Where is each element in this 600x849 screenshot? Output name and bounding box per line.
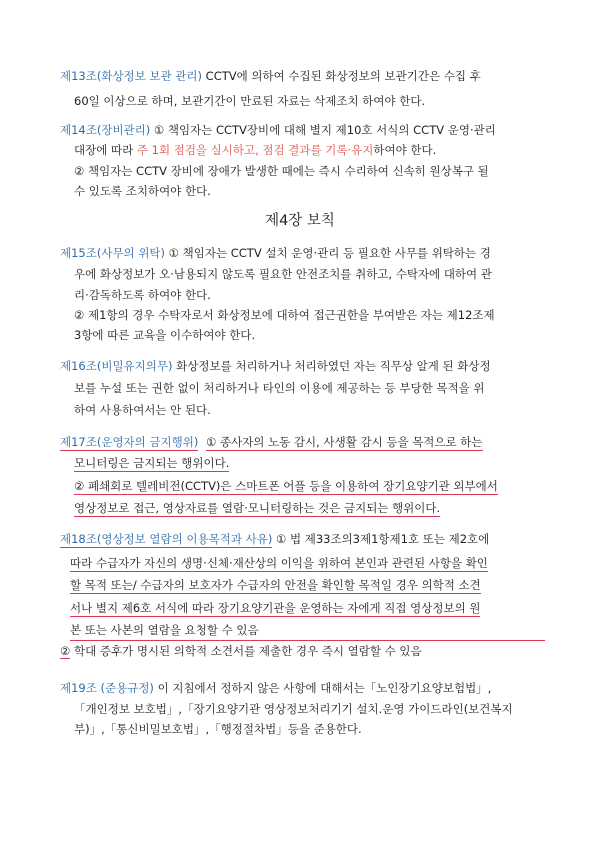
article-14-text-c: 하여야 한다. (373, 143, 437, 157)
article-13-line-2: 60일 이상으로 하며, 보관기간이 만료된 자료는 삭제조치 하여야 한다. (74, 94, 426, 108)
item-2-number: ② (60, 644, 71, 658)
article-17-text-3: ② 폐쇄회로 텔레비전(CCTV)은 스마트폰 어플 등을 이용하여 장기요양기관 외부에서 (74, 479, 498, 493)
chapter-title: 제4장 보칙 (265, 213, 335, 229)
article-15-line-3: 리·감독하도록 하여야 한다. (74, 288, 211, 302)
article-19-text: 이 지침에서 정하지 않은 사항에 대해서는「노인장기요양보험법」, (153, 681, 492, 695)
article-16-line-3: 하여 사용하여서는 안 된다. (74, 403, 211, 417)
article-15-line-4: ② 제1항의 경우 수탁자로서 화상정보에 대하여 접근권한을 부여받은 자는 제12조제 (74, 308, 495, 322)
article-14-heading: 제14조(장비관리) (60, 123, 151, 137)
article-16-text: 화상정보를 처리하거나 처리하였던 자는 직무상 알게 된 화상정 (172, 359, 491, 373)
article-14-text-a: 대장에 따라 (74, 143, 137, 157)
article-15-line-1 (60, 245, 491, 261)
article-19-line-1 (60, 680, 491, 696)
article-17-heading: 제17조(운영자의 금지행위) (60, 435, 199, 449)
article-17-line-3 (74, 478, 498, 494)
article-14-line-2 (74, 142, 436, 158)
article-18-text-3: 할 목적 또는/ 수급자의 보호자가 수급자의 안전을 확인할 목적일 경우 의학적 소견 (70, 578, 481, 592)
article-18-text-6: 학대 증후가 명시된 의학적 소견서를 제출한 경우 즉시 열람할 수 있음 (70, 644, 422, 658)
article-16-line-1 (60, 358, 491, 374)
article-17-line-4 (74, 500, 440, 516)
article-15-heading: 제15조(사무의 위탁) (60, 246, 166, 260)
article-14-line-4: 수 있도록 조치하여야 한다. (74, 184, 211, 198)
article-18-text-2: 따라 수급자가 자신의 생명·신체·재산상의 이익을 위하여 본인과 관련된 사항을 확인 (70, 556, 488, 570)
article-18-heading: 제18조(영상정보 열람의 이용목적과 사유) (60, 532, 273, 546)
article-13-line-1 (60, 68, 481, 84)
article-18-line-6 (60, 643, 422, 659)
article-17-text-2: 모니터링은 금지되는 행위이다. (74, 456, 230, 470)
article-18-line-2 (70, 555, 488, 571)
article-18-text: ① 법 제33조의3제1항제1호 또는 제2호에 (272, 532, 490, 546)
article-16-line-2: 보를 누설 또는 권한 없이 처리하거나 타인의 이용에 제공하는 등 부당한 목적을 위 (74, 381, 485, 395)
article-15-text: ① 책임자는 CCTV 설치 운영·관리 등 필요한 사무를 위탁하는 경 (165, 246, 491, 260)
article-16-heading: 제16조(비밀유지의무) (60, 359, 173, 373)
article-19-line-3: 부)」,「통신비밀보호법」,「행정절차법」등을 준용한다. (74, 722, 362, 736)
article-17-text: ① 종사자의 노동 감시, 사생활 감시 등을 목적으로 하는 (206, 435, 483, 449)
article-13-text: CCTV에 의하여 수집된 화상정보의 보관기간은 수집 후 (202, 69, 481, 83)
article-17-text-4: 영상정보로 접근, 영상자료를 열람·모니터링하는 것은 금지되는 행위이다. (74, 501, 441, 515)
underline-rule (70, 640, 545, 641)
article-18-line-3 (70, 577, 481, 593)
article-19-heading: 제19조 (준용규정) (60, 681, 154, 695)
article-14-text: ① 책임자는 CCTV장비에 대해 별지 제10호 서식의 CCTV 운영·관리 (150, 123, 496, 137)
article-18-text-4: 서나 별지 제6호 서식에 따라 장기요양기관을 운영하는 자에게 직접 영상정보의 원 (70, 601, 481, 615)
article-15-line-5: 3항에 따른 교육을 이수하여야 한다. (74, 328, 256, 342)
article-14-line-1 (60, 122, 496, 138)
article-17-line-1 (60, 434, 483, 450)
article-18-line-5: 본 또는 사본의 열람을 요청할 수 있음 (70, 623, 259, 637)
article-14-highlight: 주 1회 점검을 실시하고, 점검 결과를 기록·유지 (136, 143, 374, 157)
article-13-heading: 제13조(화상정보 보관 관리) (60, 69, 203, 83)
article-18-line-1 (60, 531, 489, 547)
article-19-line-2: 「개인정보 보호법」,「장기요양기관 영상정보처리기기 설치.운영 가이드라인(보건복지 (74, 702, 513, 716)
article-18-line-4 (70, 600, 480, 616)
article-14-line-3: ② 책임자는 CCTV 장비에 장애가 발생한 때에는 즉시 수리하여 신속히 원상복구 될 (74, 164, 489, 178)
article-15-line-2: 우에 화상정보가 오·남용되지 않도록 필요한 안전조치를 취하고, 수탁자에 대하여 관 (74, 267, 492, 281)
article-17-line-2 (74, 455, 229, 471)
